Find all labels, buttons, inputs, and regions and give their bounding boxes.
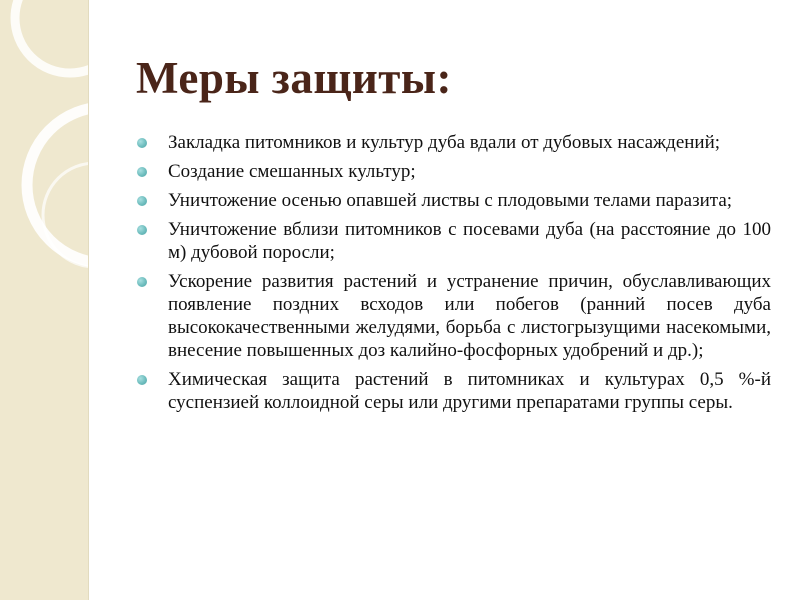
bullet-item (137, 368, 771, 414)
bullet-text: Закладка питомников и культур дуба вдали от дубовых насаждений; (168, 132, 721, 153)
bullet-text: Химическая защита растений в питомниках и культурах 0,5 %-й суспензией коллоидной серы или другими препаратами группы серы. (168, 369, 771, 413)
bullet-dot-icon (137, 196, 147, 206)
bullet-dot-icon (137, 225, 147, 235)
bullet-text: Создание смешанных культур; (168, 161, 416, 182)
side-band-edge (88, 0, 89, 600)
bullet-text: Ускорение развития растений и устранение причин, обуславливающих появление поздних всходов или побегов (ранний посев дуба высококачественными желудями, борьба с листогрызущими насекомыми, внесение повышенных доз калийно-фосфорных удобрений и др.); (168, 271, 771, 361)
bullet-dot-icon (137, 375, 147, 385)
bullet-text: Уничтожение осенью опавшей листвы с плодовыми телами паразита; (168, 190, 733, 211)
slide-title: Меры защиты: (136, 53, 452, 103)
bullet-item (137, 160, 771, 183)
bullet-item (137, 270, 771, 362)
bullet-item (137, 131, 771, 154)
decorative-rings-graphic (0, 0, 88, 600)
decorative-side-band (0, 0, 88, 600)
bullet-text: Уничтожение вблизи питомников с посевами дуба (на расстояние до 100 м) дубовой поросли; (168, 219, 771, 263)
bullet-item (137, 189, 771, 212)
bullet-item (137, 218, 771, 264)
bullet-list (137, 131, 771, 420)
bullet-dot-icon (137, 138, 147, 148)
bullet-dot-icon (137, 167, 147, 177)
bullet-dot-icon (137, 277, 147, 287)
